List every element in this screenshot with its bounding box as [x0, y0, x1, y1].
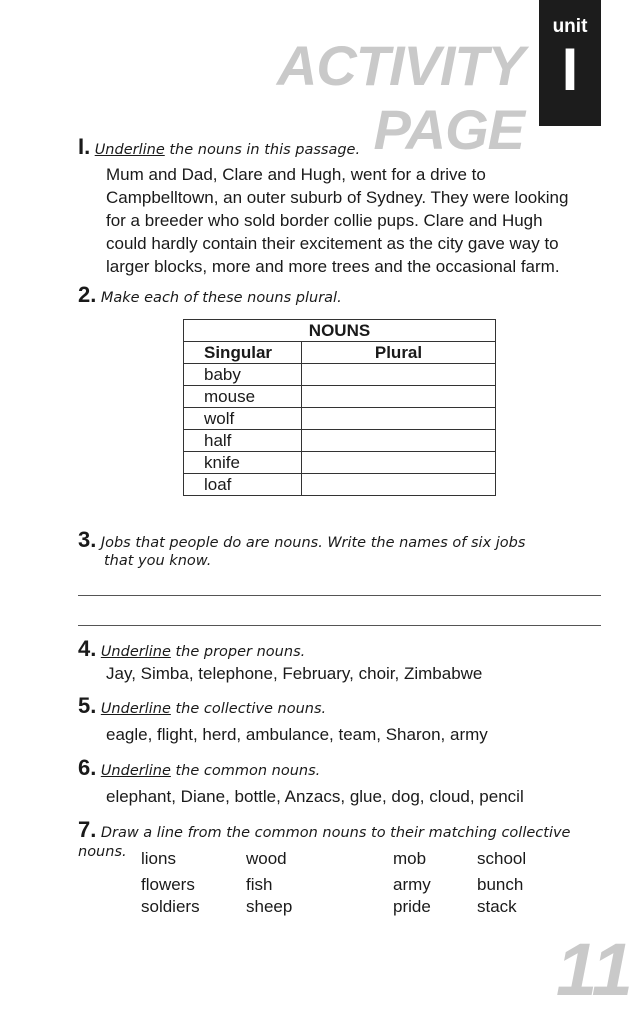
match-column-collective-2 [477, 846, 526, 919]
unit-number: I [561, 36, 579, 103]
word-list: Jay, Simba, telephone, February, choir, Zimbabwe [106, 664, 483, 683]
question-instruction: Make each of these nouns plural. [100, 290, 342, 306]
question-2 [78, 282, 604, 308]
page-title: ACTIVITY PAGE [276, 34, 524, 161]
match-word[interactable]: wood [246, 849, 287, 868]
question-instruction: Underline the proper nouns. [100, 644, 306, 660]
question-instruction: Underline the collective nouns. [100, 701, 327, 717]
unit-label: unit [552, 16, 588, 37]
table-row: wolf [184, 408, 496, 430]
question-number: 5. [78, 693, 97, 718]
question-instruction: Draw a line from the common nouns to their matching collective nouns. [78, 825, 571, 860]
match-word[interactable]: stack [477, 897, 517, 916]
page-number: 11 [556, 928, 633, 1011]
plural-answer-cell[interactable] [302, 452, 496, 474]
question-number: I. [78, 134, 91, 159]
match-word[interactable]: flowers [141, 875, 195, 894]
match-word[interactable]: mob [393, 849, 427, 868]
plural-answer-cell[interactable] [302, 430, 496, 452]
plural-answer-cell[interactable] [302, 474, 496, 496]
question-3 [78, 527, 604, 569]
match-word[interactable]: soldiers [141, 897, 200, 916]
nouns-table [183, 319, 496, 496]
match-word[interactable]: school [477, 849, 527, 868]
question-instruction: Jobs that people do are nouns. Write the names of six jobs [100, 535, 526, 551]
table-row: baby [184, 364, 496, 386]
match-word[interactable]: bunch [477, 875, 524, 894]
match-column-common-2 [246, 846, 292, 919]
question-number: 7. [78, 817, 97, 842]
table-row: mouse [184, 386, 496, 408]
plural-answer-cell[interactable] [302, 408, 496, 430]
table-title: NOUNS [184, 320, 496, 342]
match-column-collective-1 [393, 846, 431, 919]
answer-line[interactable] [78, 625, 601, 626]
word-list: elephant, Diane, bottle, Anzacs, glue, dog, cloud, pencil [106, 787, 524, 806]
unit-badge [539, 0, 601, 126]
answer-line[interactable] [78, 595, 601, 596]
question-6 [78, 755, 604, 807]
question-1 [78, 134, 604, 278]
match-word[interactable]: lions [141, 849, 176, 868]
table-row: knife [184, 452, 496, 474]
passage: Mum and Dad, Clare and Hugh, went for a drive to Campbelltown, an outer suburb of Sydney. They were looking for a breeder who sold border collie pups. Clare and Hugh could hardly contain their excitement as the city gave way to larger blocks, more and more trees and the occasional farm. [106, 165, 569, 276]
word-list: eagle, flight, herd, ambulance, team, Sharon, army [106, 725, 488, 744]
column-header-singular: Singular [184, 342, 302, 364]
question-instruction-cont: that you know. [104, 553, 212, 569]
question-number: 6. [78, 755, 97, 780]
question-number: 4. [78, 636, 97, 661]
question-instruction: Underline the nouns in this passage. [94, 142, 361, 158]
match-word[interactable]: sheep [246, 897, 293, 916]
match-word[interactable]: fish [246, 875, 273, 894]
question-4 [78, 636, 604, 684]
question-5 [78, 693, 604, 745]
match-column-common-1 [141, 846, 200, 919]
question-instruction: Underline the common nouns. [100, 763, 321, 779]
plural-answer-cell[interactable] [302, 364, 496, 386]
match-word[interactable]: army [393, 875, 431, 894]
plural-answer-cell[interactable] [302, 386, 496, 408]
question-number: 2. [78, 282, 97, 307]
question-number: 3. [78, 527, 97, 552]
table-row: loaf [184, 474, 496, 496]
table-row: half [184, 430, 496, 452]
match-word[interactable]: pride [393, 897, 431, 916]
column-header-plural: Plural [302, 342, 496, 364]
